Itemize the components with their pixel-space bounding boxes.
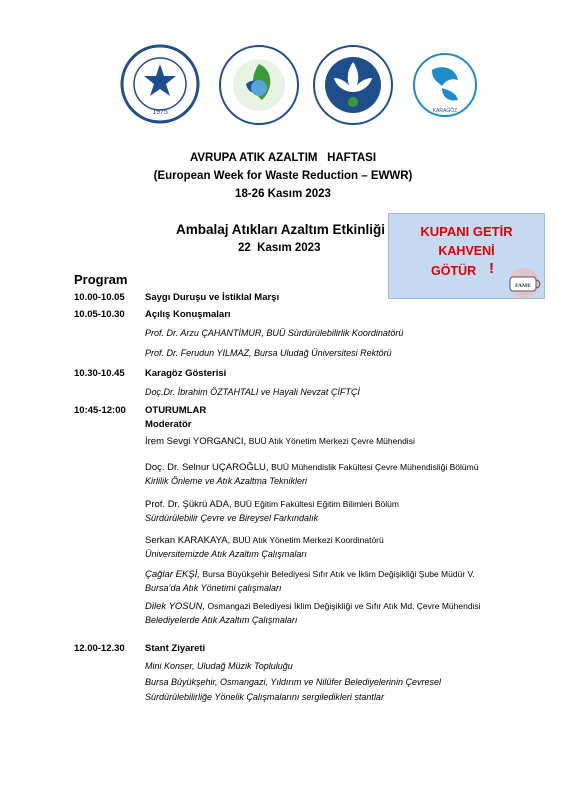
speaker-5-topic: Belediyelerde Atık Azaltım Çalışmaları	[145, 615, 298, 625]
speaker-4-name: Çağlar EKŞİ,	[145, 569, 200, 580]
speaker-1	[145, 462, 478, 473]
coupon-exclamation: !	[489, 260, 494, 277]
session-2-speaker-2: Prof. Dr. Ferudun YILMAZ, Bursa Uludağ Üniversitesi Rektörü	[145, 348, 392, 358]
speaker-3	[145, 535, 384, 546]
session-4-time: 10:45-12:00	[74, 405, 126, 416]
speaker-3-topic: Üniversitemizde Atık Azaltım Çalışmaları	[145, 549, 307, 559]
waste-management-center-logo	[218, 44, 300, 126]
speaker-5	[145, 601, 481, 612]
week-title: AVRUPA ATIK AZALTIM HAFTASI	[189, 152, 377, 164]
speaker-1-affiliation: BUÜ Mühendislik Fakültesi Çevre Mühendisliği Bölümü	[271, 462, 479, 472]
speaker-4	[145, 569, 475, 580]
speaker-4-affiliation: Bursa Büyükşehir Belediyesi Sıfır Atık ve İklim Değişikliği Şube Müdür V.	[202, 569, 475, 579]
session-4-title: OTURUMLAR	[145, 405, 207, 416]
event-date: 22 Kasım 2023	[238, 242, 321, 254]
bursa-uludag-university-seal-logo	[120, 44, 200, 124]
speaker-3-affiliation: BUÜ Atık Yönetim Merkezi Koordinatörü	[232, 535, 384, 545]
session-5-line-3: Sürdürülebilirliğe Yönelik Çalışmalarını sergiledikleri stantlar	[145, 692, 384, 702]
speaker-2-name: Prof. Dr. Şükrü ADA,	[145, 499, 232, 510]
session-3-title: Karagöz Gösterisi	[145, 368, 227, 379]
session-5-time: 12.00-12.30	[74, 643, 125, 654]
speaker-3-name: Serkan KARAKAYA,	[145, 535, 231, 546]
moderator-label: Moderatör	[145, 419, 192, 430]
speaker-1-topic: Kirlilik Önleme ve Atık Azaltma Teknikleri	[145, 476, 308, 486]
moderator-name: İrem Sevgi YORGANCI,	[145, 436, 247, 447]
week-dates: 18-26 Kasım 2023	[235, 188, 331, 200]
moderator	[145, 436, 415, 447]
speaker-2-affiliation: BUÜ Eğitim Fakültesi Eğitim Bilimleri Bölüm	[234, 499, 399, 509]
speaker-1-name: Doç. Dr. Selnur UÇAROĞLU,	[145, 462, 269, 473]
program-heading: Program	[74, 272, 128, 287]
session-2-speaker-1: Prof. Dr. Arzu ÇAHANTİMUR, BUÜ Sürdürülebilirlik Koordinatörü	[145, 328, 404, 338]
session-5-line-1: Mini Konser, Uludağ Müzik Topluluğu	[145, 661, 293, 671]
speaker-4-topic: Bursa’da Atık Yönetimi çalışmaları	[145, 583, 282, 593]
coupon-line-2: KAHVENİ	[438, 244, 495, 258]
coupon-line-3: GÖTÜR	[431, 264, 477, 278]
session-1-time: 10.00-10.05	[74, 292, 125, 303]
speaker-2	[145, 499, 399, 510]
coffee-cup-icon	[504, 267, 544, 304]
karagoz-logo	[412, 44, 478, 126]
session-5-title: Stant Ziyareti	[145, 643, 206, 654]
event-title: Ambalaj Atıkları Azaltım Etkinliği	[176, 222, 386, 237]
session-1-title: Saygı Duruşu ve İstiklal Marşı	[145, 292, 280, 303]
session-2-time: 10.05-10.30	[74, 309, 125, 320]
speaker-5-affiliation: Osmangazi Belediyesi İklim Değişikliği ve Sıfır Atık Md. Çevre Mühendisi	[207, 601, 481, 611]
svg-text:FAME: FAME	[515, 283, 531, 289]
svg-text:1975: 1975	[152, 109, 168, 116]
speaker-5-name: Dilek YOSUN,	[145, 601, 206, 612]
session-3-performers: Doç.Dr. İbrahim ÖZTAHTALI ve Hayali Nevzat ÇİFTÇİ	[145, 387, 360, 397]
sustainability-office-logo	[312, 44, 394, 126]
week-subtitle: (European Week for Waste Reduction – EWWR)	[153, 170, 413, 182]
session-2-title: Açılış Konuşmaları	[145, 309, 231, 320]
session-5-line-2: Bursa Büyükşehir, Osmangazi, Yıldırım ve Nilüfer Belediyelerinin Çevresel	[145, 677, 441, 687]
coupon-line-1: KUPANI GETİR	[420, 224, 513, 239]
coffee-coupon-box	[388, 213, 545, 299]
logo-row	[0, 44, 566, 134]
session-3-time: 10.30-10.45	[74, 368, 125, 379]
speaker-2-topic: Sürdürülebilir Çevre ve Bireysel Farkındalık	[145, 513, 319, 523]
moderator-affiliation: BUÜ Atık Yönetim Merkezi Çevre Mühendisi	[248, 436, 415, 446]
svg-text:KARAGÖZ: KARAGÖZ	[432, 108, 458, 114]
